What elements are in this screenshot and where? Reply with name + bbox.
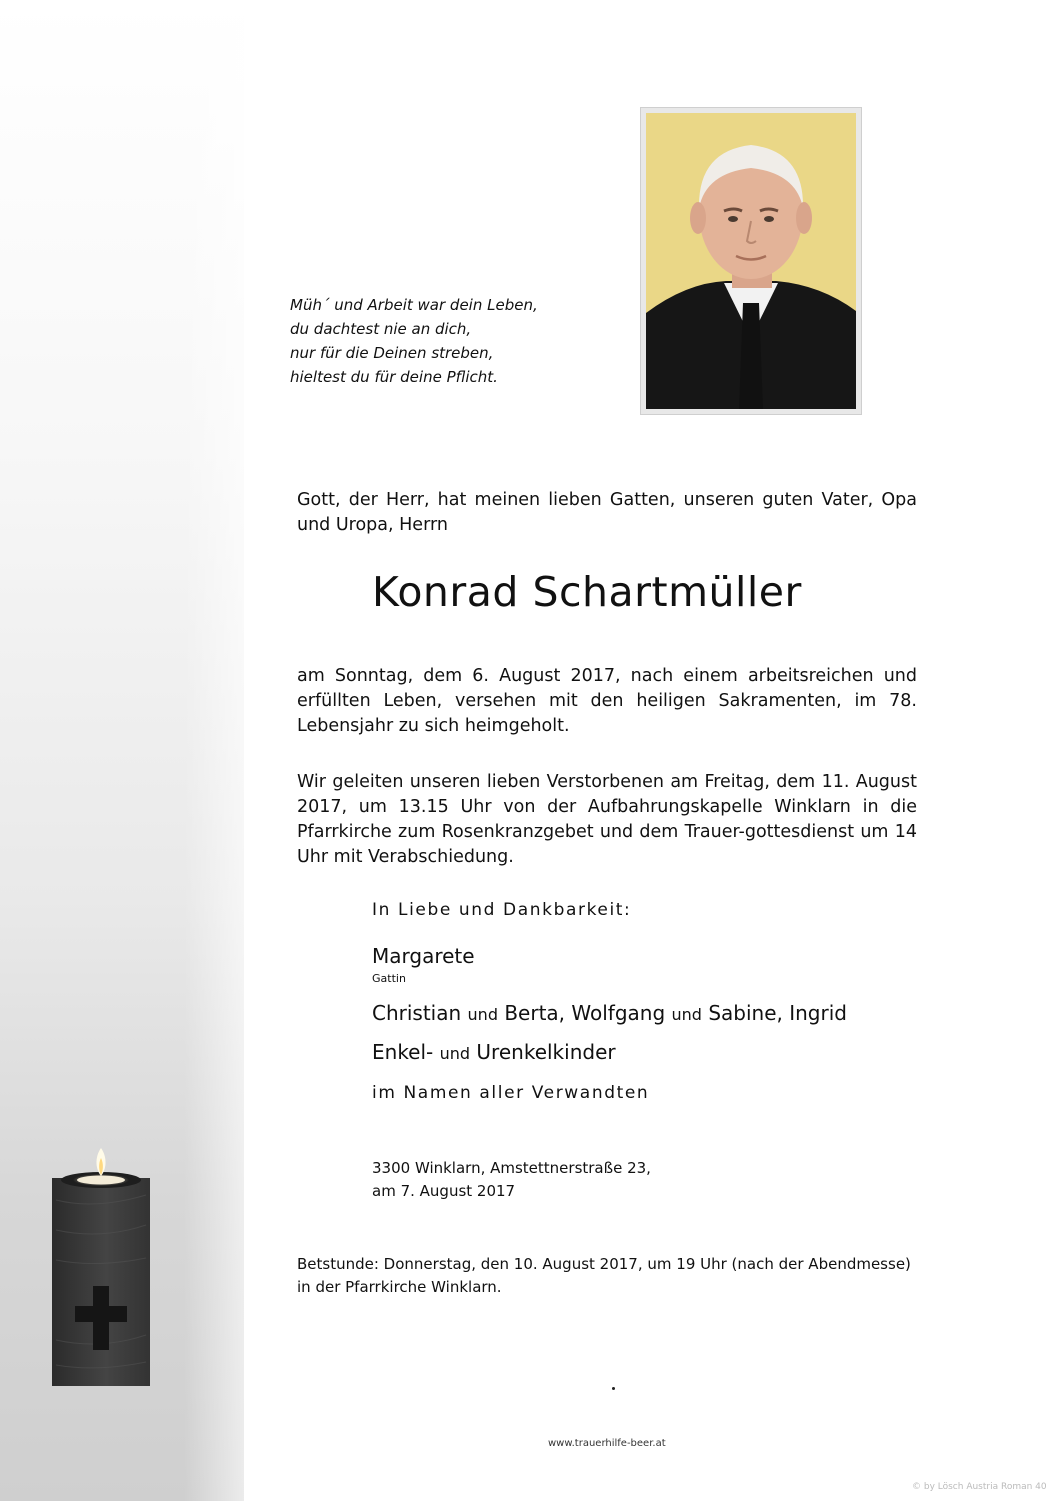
spouse-role: Gattin <box>372 972 406 985</box>
funeral-notice-paragraph: Wir geleiten unseren lieben Verstorbenen am Freitag, dem 11. August 2017, um 13.15 Uhr von der Aufbahrungskapelle Winklarn in die Pfarrkirche zum Rosenkranzgebet und dem Trauer-gottesdienst um 14 Uhr mit Verabschiedung. <box>297 772 917 867</box>
website-link[interactable]: www.trauerhilfe-beer.at <box>548 1438 666 1449</box>
child-name: Berta, Wolfgang <box>504 1001 666 1025</box>
candle-with-cross-image <box>46 1140 156 1390</box>
deceased-name: Konrad Schartmüller <box>372 568 802 616</box>
conjunction: und <box>467 1005 498 1024</box>
prayer-note-line: Betstunde: Donnerstag, den 10. August 2017, um 19 Uhr (nach der Abendmesse) <box>297 1255 911 1273</box>
child-name: Christian <box>372 1001 462 1025</box>
relatives-line: im Namen aller Verwandten <box>372 1083 650 1103</box>
child-name: Sabine, Ingrid <box>708 1001 847 1025</box>
conjunction: und <box>439 1044 471 1063</box>
address-block <box>372 1157 651 1203</box>
grandchildren-part: Urenkelkinder <box>476 1040 616 1064</box>
intro-paragraph: Gott, der Herr, hat meinen lieben Gatten, unseren guten Vater, Opa und Uropa, Herrn <box>297 490 917 535</box>
grandchildren-line <box>372 1040 616 1064</box>
grandchildren-part: Enkel- <box>372 1040 434 1064</box>
prayer-hour-note <box>297 1253 937 1299</box>
address-line: 3300 Winklarn, Amstettnerstraße 23, <box>372 1159 651 1177</box>
date-line: am 7. August 2017 <box>372 1182 516 1200</box>
spouse-name: Margarete <box>372 944 475 968</box>
death-notice-paragraph: am Sonntag, dem 6. August 2017, nach einem arbeitsreichen und erfüllten Leben, versehen mit den heiligen Sakramenten, im 78. Lebensjahr zu sich heimgeholt. <box>297 666 917 736</box>
thanks-line: In Liebe und Dankbarkeit: <box>372 900 632 920</box>
quote-line: hieltest du für deine Pflicht. <box>290 368 498 386</box>
quote-line: Müh´ und Arbeit war dein Leben, <box>290 296 538 314</box>
divider-dot <box>612 1387 615 1390</box>
portrait-photo <box>646 113 856 409</box>
quote-line: nur für die Deinen streben, <box>290 344 494 362</box>
children-names <box>372 1001 847 1025</box>
prayer-note-line: in der Pfarrkirche Winklarn. <box>297 1278 502 1296</box>
conjunction: und <box>671 1005 702 1024</box>
quote-line: du dachtest nie an dich, <box>290 320 472 338</box>
memorial-quote <box>290 293 590 389</box>
copyright-text: © by Lösch Austria Roman 40 <box>912 1482 1047 1492</box>
portrait-photo-frame <box>640 107 862 415</box>
